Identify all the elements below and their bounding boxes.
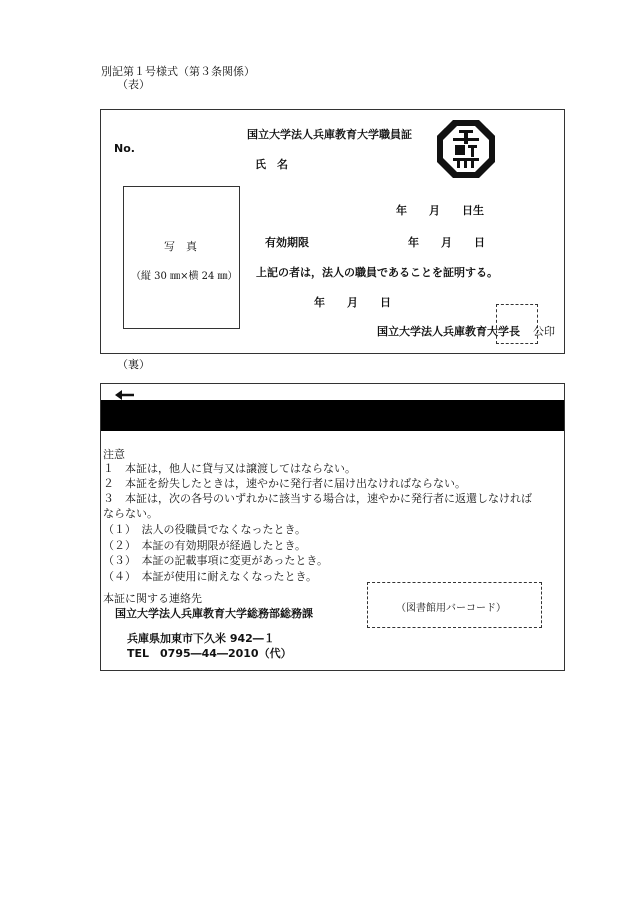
sub-note-item: （２） 本証の有効期限が経過したとき。	[103, 539, 307, 552]
photo-title: 写 真	[164, 240, 197, 253]
certify-text: 上記の者は，法人の職員であることを証明する。	[256, 266, 498, 279]
seal-label: 公印	[533, 325, 555, 338]
validity-label: 有効期限	[265, 236, 309, 249]
photo-box	[123, 186, 240, 329]
form-label: 別記第１号様式（第３条関係）	[101, 65, 255, 78]
contact-address: 兵庫県加東市下久米 942―１	[127, 632, 275, 645]
contact-org: 国立大学法人兵庫教育大学総務部総務課	[115, 607, 313, 620]
arrow-left-icon	[115, 386, 135, 398]
sub-note-item: （４） 本証が使用に耐えなくなったとき。	[103, 570, 318, 583]
note-item: ならない。	[103, 507, 158, 520]
issuer-name: 国立大学法人兵庫教育大学長	[377, 325, 520, 338]
card-number-label: No.	[114, 142, 135, 155]
note-item: ２ 本証を紛失したときは，速やかに発行者に届け出なければならない。	[103, 477, 466, 490]
university-emblem-icon	[435, 118, 497, 180]
seal-box	[496, 304, 538, 344]
magnetic-stripe	[101, 400, 564, 431]
validity-date: 年 月 日	[408, 236, 485, 249]
issue-date: 年 月 日	[314, 296, 391, 309]
note-item: ３ 本証は，次の各号のいずれかに該当する場合は，速やかに発行者に返還しなければ	[103, 492, 532, 505]
contact-tel: TEL 0795―44―2010（代）	[127, 647, 292, 660]
sub-note-item: （３） 本証の記載事項に変更があったとき。	[103, 554, 328, 567]
contact-title: 本証に関する連絡先	[103, 592, 202, 605]
sub-note-item: （１） 法人の役職員でなくなったとき。	[103, 523, 307, 536]
birth-date-line: 年 月 日生	[396, 204, 484, 217]
card-front	[100, 109, 565, 354]
back-label: （裏）	[117, 358, 150, 371]
photo-size: （縦 30 ㎜×横 24 ㎜）	[131, 271, 238, 282]
barcode-label: （図書館用バーコード）	[396, 603, 506, 614]
card-title: 国立大学法人兵庫教育大学職員証	[247, 128, 412, 141]
barcode-area	[367, 582, 542, 628]
note-item: １ 本証は，他人に貸与又は譲渡してはならない。	[103, 462, 356, 475]
name-label: 氏 名	[255, 158, 288, 171]
front-label: （表）	[117, 78, 150, 91]
card-back	[100, 383, 565, 671]
notes-title: 注意	[103, 448, 125, 461]
